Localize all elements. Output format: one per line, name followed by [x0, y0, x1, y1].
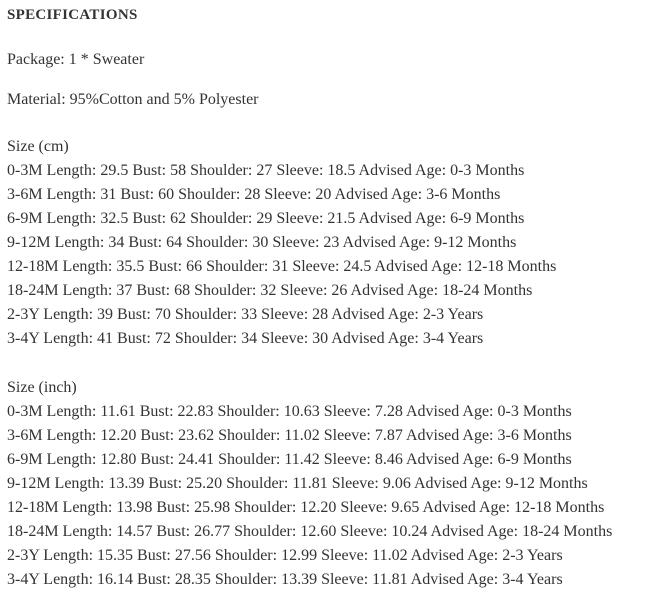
size-inch-row-3-4y: 3-4Y Length: 16.14 Bust: 28.35 Shoulder: 13.39 Sleeve: 11.81 Advised Age: 3-4 Years: [7, 571, 563, 588]
specifications-heading: SPECIFICATIONS: [7, 7, 138, 23]
size-cm-row-6-9m: 6-9M Length: 32.5 Bust: 62 Shoulder: 29 Sleeve: 21.5 Advised Age: 6-9 Months: [7, 210, 525, 227]
size-inch-row-0-3m: 0-3M Length: 11.61 Bust: 22.83 Shoulder: 10.63 Sleeve: 7.28 Advised Age: 0-3 Months: [7, 403, 572, 420]
size-cm-row-18-24m: 18-24M Length: 37 Bust: 68 Shoulder: 32 Sleeve: 26 Advised Age: 18-24 Months: [7, 282, 533, 299]
size-cm-block: [7, 135, 659, 351]
size-cm-row-3-6m: 3-6M Length: 31 Bust: 60 Shoulder: 28 Sleeve: 20 Advised Age: 3-6 Months: [7, 186, 501, 203]
material-line: Material: 95%Cotton and 5% Polyester: [7, 91, 259, 108]
size-inch-row-12-18m: 12-18M Length: 13.98 Bust: 25.98 Shoulder: 12.20 Sleeve: 9.65 Advised Age: 12-18 Months: [7, 499, 605, 516]
size-inch-row-3-6m: 3-6M Length: 12.20 Bust: 23.62 Shoulder: 11.02 Sleeve: 7.87 Advised Age: 3-6 Months: [7, 427, 572, 444]
size-cm-row-9-12m: 9-12M Length: 34 Bust: 64 Shoulder: 30 Sleeve: 23 Advised Age: 9-12 Months: [7, 234, 517, 251]
size-cm-row-12-18m: 12-18M Length: 35.5 Bust: 66 Shoulder: 31 Sleeve: 24.5 Advised Age: 12-18 Months: [7, 258, 557, 275]
size-cm-row-3-4y: 3-4Y Length: 41 Bust: 72 Shoulder: 34 Sleeve: 30 Advised Age: 3-4 Years: [7, 330, 484, 347]
package-line: Package: 1 * Sweater: [7, 51, 145, 68]
size-inch-block: [7, 376, 659, 592]
size-inch-row-2-3y: 2-3Y Length: 15.35 Bust: 27.56 Shoulder: 12.99 Sleeve: 11.02 Advised Age: 2-3 Years: [7, 547, 563, 564]
size-cm-heading: Size (cm): [7, 138, 69, 155]
size-inch-row-9-12m: 9-12M Length: 13.39 Bust: 25.20 Shoulder: 11.81 Sleeve: 9.06 Advised Age: 9-12 Months: [7, 475, 588, 492]
size-inch-heading: Size (inch): [7, 379, 77, 396]
size-inch-row-18-24m: 18-24M Length: 14.57 Bust: 26.77 Shoulder: 12.60 Sleeve: 10.24 Advised Age: 18-24 Months: [7, 523, 613, 540]
size-cm-row-2-3y: 2-3Y Length: 39 Bust: 70 Shoulder: 33 Sleeve: 28 Advised Age: 2-3 Years: [7, 306, 484, 323]
size-cm-row-0-3m: 0-3M Length: 29.5 Bust: 58 Shoulder: 27 Sleeve: 18.5 Advised Age: 0-3 Months: [7, 162, 525, 179]
size-inch-row-6-9m: 6-9M Length: 12.80 Bust: 24.41 Shoulder: 11.42 Sleeve: 8.46 Advised Age: 6-9 Months: [7, 451, 572, 468]
